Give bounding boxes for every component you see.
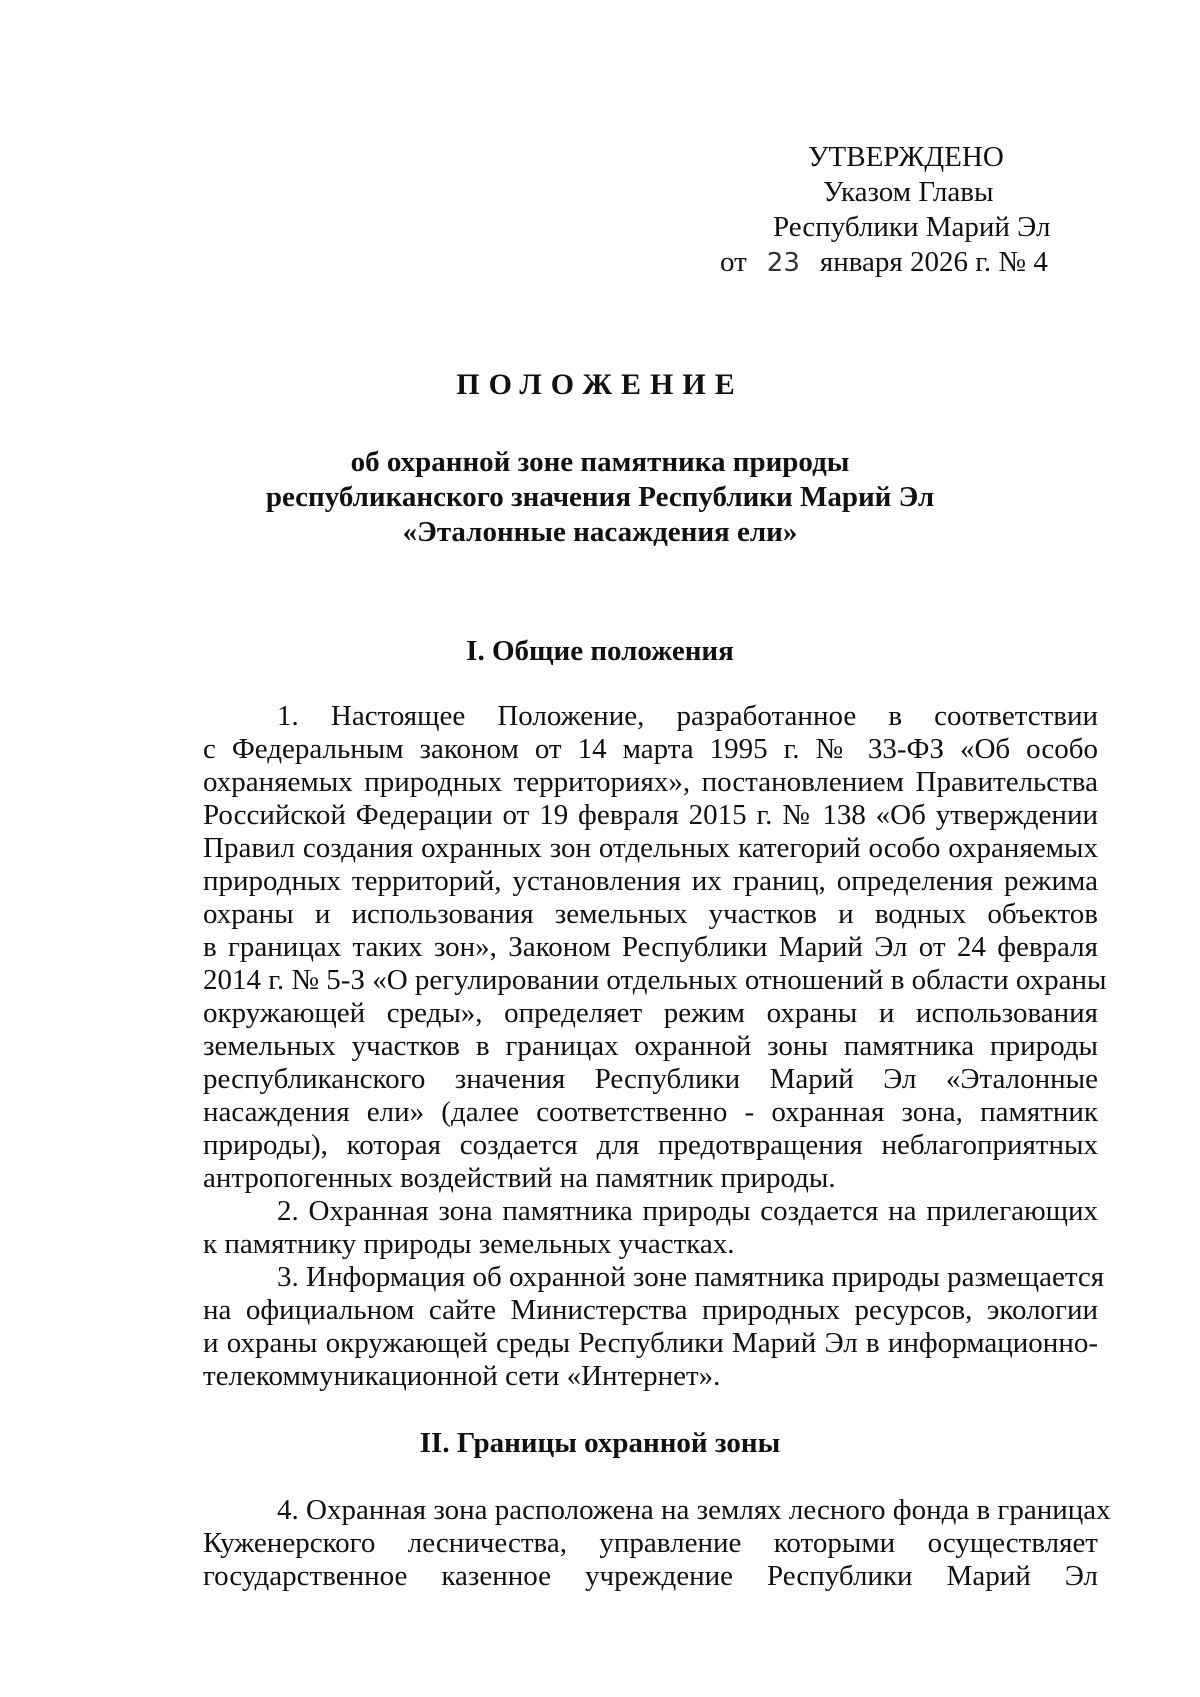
subtitle-line: об охранной зоне памятника природы	[350, 446, 850, 478]
text-line: телекоммуникационной сети «Интернет».	[203, 1360, 721, 1392]
text-line: Куженерского лесничества, управление которыми осуществляет	[203, 1527, 1098, 1559]
document-subtitle	[0, 445, 1200, 550]
text-line: республиканского значения Республики Марий Эл «Эталонные	[203, 1063, 1098, 1095]
paragraph-3	[203, 1261, 1105, 1393]
text-line: Правил создания охранных зон отдельных категорий особо охраняемых	[203, 832, 1098, 864]
paragraph-1	[203, 700, 1107, 1195]
text-line: 3. Информация об охранной зоне памятника природы размещается	[277, 1261, 1105, 1293]
approval-stamp	[720, 140, 1060, 281]
text-line: государственное казенное учреждение Республики Марий Эл	[203, 1560, 1098, 1592]
approval-line-approved: УТВЕРЖДЕНО	[808, 141, 1004, 173]
text-line: с Федеральным законом от 14 марта 1995 г. № 33-ФЗ «Об особо	[203, 733, 1098, 765]
approval-date-prefix: от	[720, 246, 747, 278]
text-line: 2. Охранная зона памятника природы создается на прилегающих	[277, 1195, 1098, 1227]
text-line: в границах таких зон», Законом Республики Марий Эл от 24 февраля	[203, 931, 1098, 963]
section-heading-general: I. Общие положения	[466, 635, 734, 667]
approval-date-day: 23	[766, 248, 800, 278]
text-line: 4. Охранная зона расположена на землях лесного фонда в границах	[277, 1494, 1111, 1526]
text-line: охраняемых природных территориях», постановлением Правительства	[203, 766, 1098, 798]
text-line: природных территорий, установления их границ, определения режима	[203, 865, 1098, 897]
subtitle-line: «Эталонные насаждения ели»	[402, 516, 798, 548]
text-line: охраны и использования земельных участков и водных объектов	[203, 898, 1098, 930]
document-title: ПОЛОЖЕНИЕ	[456, 368, 744, 401]
subtitle-line: республиканского значения Республики Марий Эл	[265, 481, 935, 513]
text-line: 1. Настоящее Положение, разработанное в соответствии	[277, 700, 1098, 732]
section-heading-boundaries: II. Границы охранной зоны	[419, 1427, 781, 1459]
text-line: земельных участков в границах охранной зоны памятника природы	[203, 1030, 1098, 1062]
text-line: на официальном сайте Министерства природных ресурсов, экологии	[203, 1294, 1098, 1326]
approval-line-decree: Указом Главы	[823, 176, 994, 208]
text-line: к памятнику природы земельных участках.	[203, 1228, 735, 1260]
approval-date-suffix: января 2026 г. № 4	[819, 246, 1048, 278]
text-line: природы), которая создается для предотвращения неблагоприятных	[203, 1129, 1098, 1161]
approval-line-date	[720, 245, 1060, 281]
text-line: антропогенных воздействий на памятник природы.	[203, 1162, 836, 1194]
approval-line-republic: Республики Марий Эл	[773, 211, 1051, 243]
text-line: Российской Федерации от 19 февраля 2015 г. № 138 «Об утверждении	[203, 799, 1098, 831]
paragraph-4	[203, 1494, 1111, 1593]
paragraph-2	[203, 1195, 1098, 1261]
text-line: и охраны окружающей среды Республики Марий Эл в информационно-	[203, 1327, 1098, 1359]
text-line: насаждения ели» (далее соответственно - охранная зона, памятник	[203, 1096, 1098, 1128]
text-line: 2014 г. № 5-З «О регулировании отдельных отношений в области охраны	[203, 964, 1107, 996]
text-line: окружающей среды», определяет режим охраны и использования	[203, 997, 1098, 1029]
